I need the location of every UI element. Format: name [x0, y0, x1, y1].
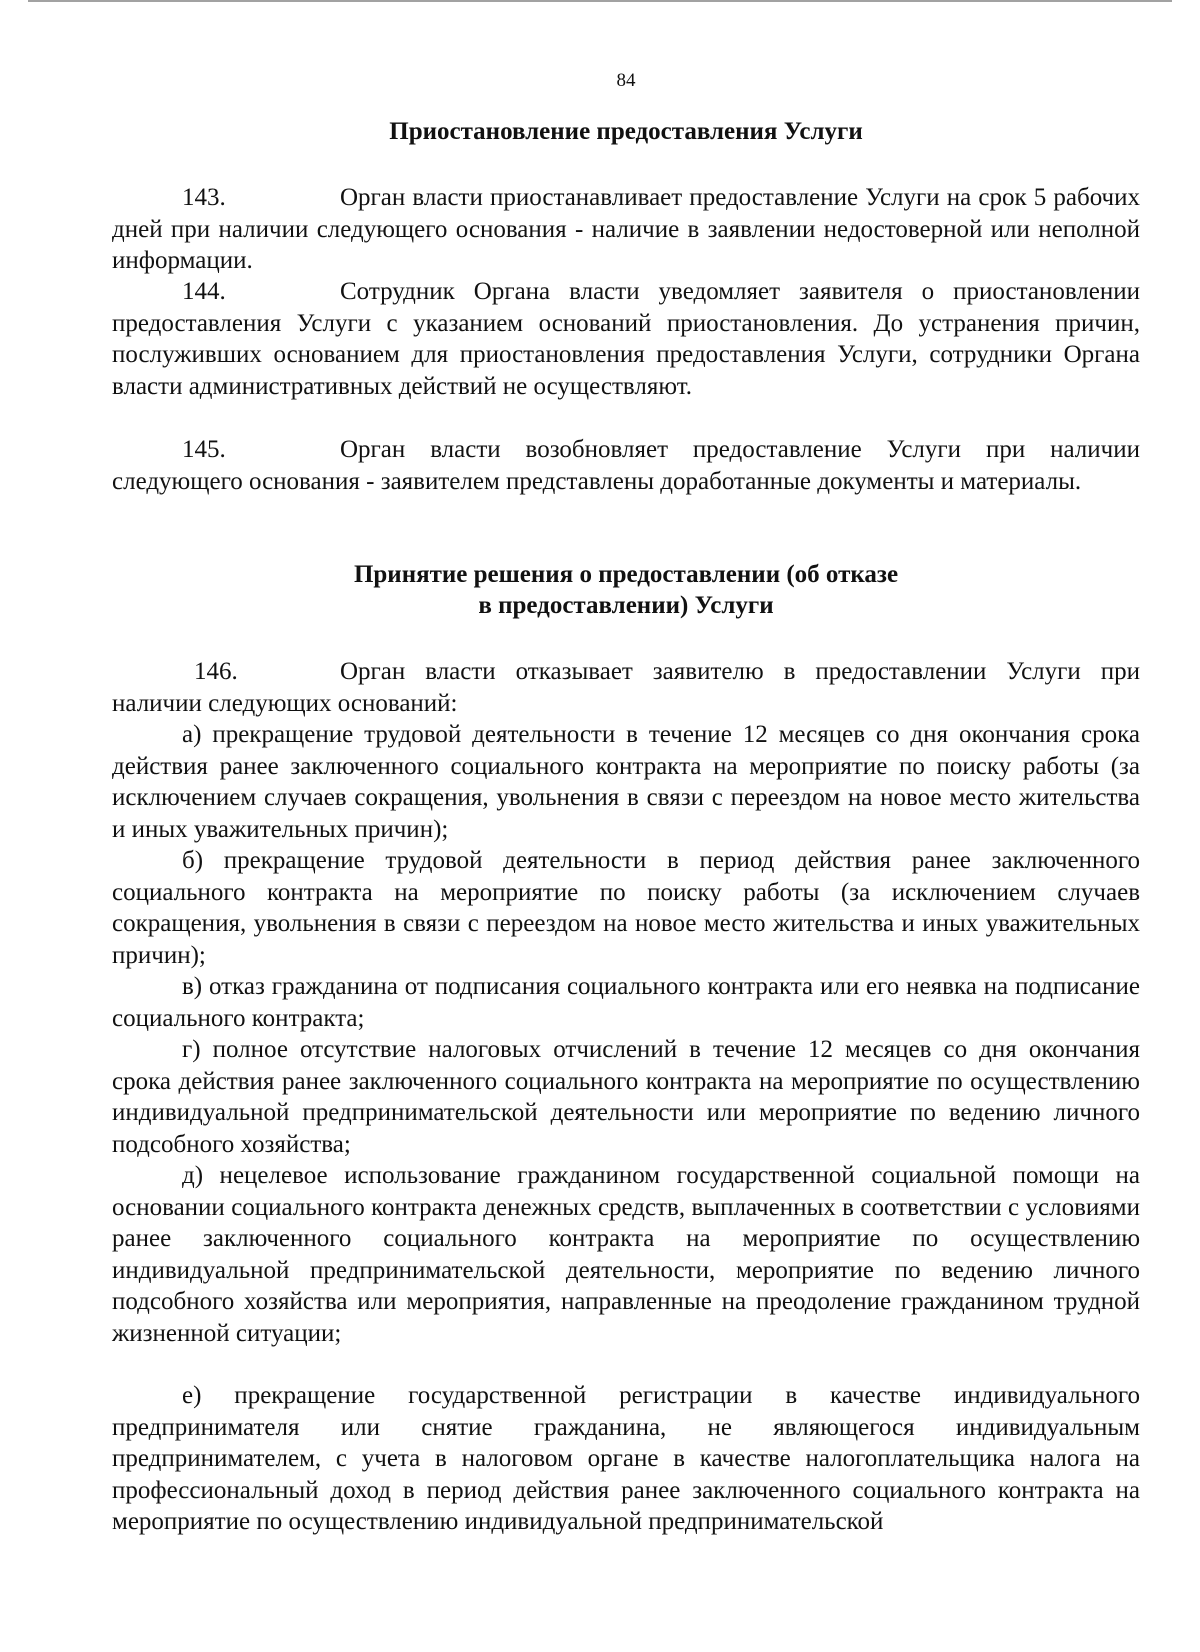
paragraph-text: Сотрудник Органа власти уведомляет заявителя о приостановлении предоставления Услуги с указанием оснований приостановления. До устранения причин, послуживших основанием для приостановления предоставления Услуги, сотрудники Органа власти административных действий не осуществляют.: [112, 278, 1140, 400]
subitem-e: е) прекращение государственной регистрации в качестве индивидуального предпринимателя или снятие гражданина, не являющегося индивидуальным предпринимателем, с учета в налоговом органе в качестве налогоплательщика налога на профессиональный доход в период действия ранее заключенного социального контракта на мероприятие по осуществлению индивидуальной предпринимательской: [112, 1382, 1140, 1535]
subitem-b: б) прекращение трудовой деятельности в период действия ранее заключенного социального контракта на мероприятие по поиску работы (за исключением случаев сокращения, увольнения в связи с переездом на новое место жительства и иных уважительных причин);: [112, 847, 1140, 969]
paragraph-144: [112, 276, 1140, 402]
paragraph-text: Орган власти отказывает заявителю в предоставлении Услуги при наличии следующих оснований:: [112, 658, 1140, 717]
subitem-a: а) прекращение трудовой деятельности в течение 12 месяцев со дня окончания срока действия ранее заключенного социального контракта на мероприятие по поиску работы (за исключением случаев сокращения, увольнения в связи с переездом на новое место жительства и иных уважительных причин);: [112, 721, 1140, 843]
paragraph-146: [112, 656, 1140, 719]
subitem-d: д) нецелевое использование гражданином государственной социальной помощи на основании социального контракта денежных средств, выплаченных в соответствии с условиями ранее заключенного социального контракта на мероприятие по осуществлению индивидуальной предпринимательской деятельности, мероприятие по ведению личного подсобного хозяйства или мероприятия, направленные на преодоление гражданином трудной жизненной ситуации;: [112, 1162, 1140, 1347]
paragraph-143: [112, 182, 1140, 277]
section-title-decision: [112, 559, 1140, 621]
paragraph-text: Орган власти приостанавливает предоставление Услуги на срок 5 рабочих дней при наличии следующего основания - наличие в заявлении недостоверной или неполной информации.: [112, 184, 1140, 274]
paragraph-number: 144.: [182, 278, 226, 305]
section-title-line: в предоставлении) Услуги: [478, 592, 774, 619]
top-scan-edge: [28, 0, 1172, 2]
page-number: 84: [616, 70, 636, 91]
section-title-line: Принятие решения о предоставлении (об отказе: [353, 561, 899, 588]
paragraph-text: Орган власти возобновляет предоставление Услуги при наличии следующего основания - заявителем представлены доработанные документы и материалы.: [112, 436, 1140, 495]
paragraph-number: 143.: [182, 184, 226, 211]
subitem-v: в) отказ гражданина от подписания социального контракта или его неявка на подписание социального контракта;: [112, 973, 1140, 1032]
paragraph-number: 145.: [182, 436, 226, 463]
paragraph-number: 146.: [194, 658, 238, 685]
subitem-g: г) полное отсутствие налоговых отчислений в течение 12 месяцев со дня окончания срока действия ранее заключенного социального контракта на мероприятие по осуществлению индивидуальной предпринимательской деятельности или мероприятие по ведению личного подсобного хозяйства;: [112, 1036, 1140, 1158]
section-title-suspension: Приостановление предоставления Услуги: [389, 118, 863, 145]
paragraph-145: [112, 434, 1140, 497]
